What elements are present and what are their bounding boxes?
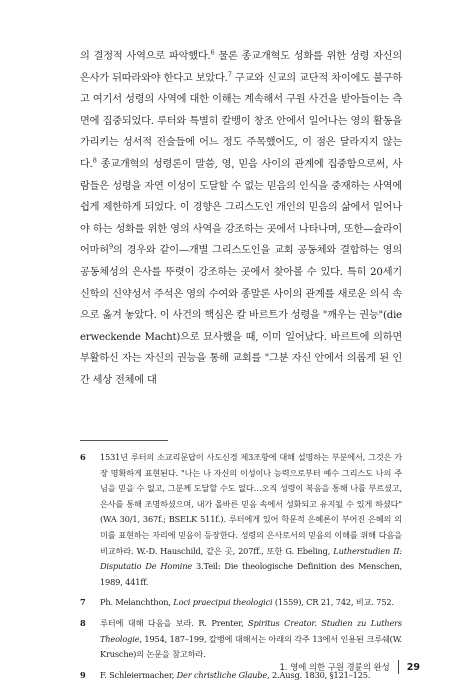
body-text bbox=[80, 46, 402, 392]
footnote-number: 7 bbox=[80, 597, 86, 608]
footnote-text bbox=[100, 616, 402, 663]
footnote-text-segment: F. Schleiermacher, bbox=[100, 669, 177, 680]
body-text-segment: 종교개혁의 성령론이 말씀, 영, 믿음 사이의 관계에 집중함으로써, 사람들은 성령을 자연 이성이 도달할 수 없는 믿음의 인식을 중재하는 사역에 쉽게 제한하게 되었다. 이 경향은 그리스도인 개인의 믿음의 삶에서 일어나야 하는 성화를 위한 영의 사역을 강조하는 곳에서 나타나며, 또한—슐라이어마허 bbox=[80, 158, 402, 257]
footnote-text bbox=[100, 595, 402, 611]
footnote-text-segment: (1559), CR 21, 742, 비교. 752. bbox=[272, 597, 394, 608]
footnote-text-segment: 3.Teil: Die theologische Definition des Menschen, 1989, 441ff. bbox=[100, 561, 402, 587]
footnote-6 bbox=[80, 450, 402, 590]
footnote-number: 8 bbox=[80, 617, 86, 628]
body-text-segment: 의 경우와 같이—개별 그리스도인을 교회 공동체와 결합하는 영의 공동체성의 은사를 뚜렷이 강조하는 곳에서 찾아볼 수 있다. 특히 20세기 신학의 신약성서 주석은 영의 수여와 종말론 사이의 관계를 새로운 의식 속으로 옮겨 놓았다. 이 사건의 핵심은 칼 바르트가 성령을 "깨우는 권능"(die erweckende Macht)으로 묘사했을 때, 이미 일어났다. 바르트에 의하면 부활하신 자는 자신의 권능을 통해 교회를 "그분 자신 안에서 의롭게 된 인간 세상 전체에 대 bbox=[80, 245, 402, 386]
footnotes bbox=[80, 450, 402, 688]
footnote-divider bbox=[80, 440, 168, 441]
footnote-text-segment: 1531년 루터의 소교리문답이 사도신경 제3조항에 대해 설명하는 부분에서, 그것은 가장 명확하게 표현된다. "나는 나 자신의 이성이나 능력으로부터 예수 그리스도 나의 주님을 믿을 수 없고, 그분께 도달할 수도 없다…오직 성령이 복음을 통해 나를 부르셨고, 은사를 통해 조명하셨으며, 내가 올바른 믿음 속에서 성화되고 유지될 수 있게 하셨다"(WA 30/1, 367f.; BSELK 511f.). 루터에게 있어 학문적 은혜론이 부어진 은혜의 의미를 표현하는 자리에 믿음이 등장한다. 성령의 은사로서의 믿음의 이해를 위해 다음을 비교하라. W.-D. Hauschild, 같은 곳, 207ff., 또한 G. Ebeling, bbox=[100, 452, 402, 556]
footnote-title: Spiritus Creator. Studien zu Luthers Theologie bbox=[100, 617, 402, 644]
footnote-7 bbox=[80, 595, 402, 611]
footer-divider bbox=[398, 660, 399, 674]
footnote-title: Der christliche Glaube bbox=[176, 669, 268, 680]
body-text-segment: 의 결정적 사역으로 파악했다. bbox=[80, 51, 211, 62]
footnote-title: Loci praecipui theologici bbox=[173, 597, 273, 608]
footnote-text bbox=[100, 450, 402, 590]
footnote-number: 6 bbox=[80, 452, 86, 462]
footnote-ref-7: 7 bbox=[227, 70, 232, 79]
footnote-text-segment: Ph. Melanchthon, bbox=[100, 597, 174, 608]
footnote-number: 9 bbox=[80, 669, 86, 680]
footnote-8 bbox=[80, 616, 402, 663]
footnote-text-segment: , 2.Ausg. 1830, §121–125. bbox=[267, 669, 371, 680]
page-footer bbox=[279, 660, 420, 674]
page-number: 29 bbox=[406, 661, 420, 673]
body-text-segment: 물론 종교개혁도 성화를 위한 성령 자신의 은사가 뒤따라와야 한다고 보았다. bbox=[80, 51, 402, 84]
running-chapter-title: 1. 영에 의한 구원 경륜의 완성 bbox=[279, 662, 390, 672]
body-paragraph bbox=[80, 46, 402, 392]
footnote-text-segment: 루터에 대해 다음을 보라. R. Prenter, bbox=[100, 617, 249, 628]
footnote-ref-9: 9 bbox=[108, 242, 113, 251]
footnote-ref-8: 8 bbox=[92, 156, 97, 165]
footnote-ref-6: 6 bbox=[210, 48, 215, 57]
footnote-title: Lutherstudien II: Disputatio De Homine bbox=[100, 545, 402, 572]
footnote-text-segment: , 1954, 187–199, 칼뱅에 대해서는 아래의 각주 13에서 인용된 크루쉐(W. Krusche)의 논문을 참고하라. bbox=[100, 633, 402, 660]
body-text-segment: 구교와 신교의 교단적 차이에도 불구하고 여기서 성령의 사역에 대한 이해는 계속해서 구원 사건을 받아들이는 측면에 집중되었다. 루터와 특별히 칼뱅이 창조 안에서 일어나는 영의 활동을 가리키는 성서적 진술들에 어느 정도 주목했어도, 이 점은 달라지지 않는다. bbox=[80, 72, 402, 170]
